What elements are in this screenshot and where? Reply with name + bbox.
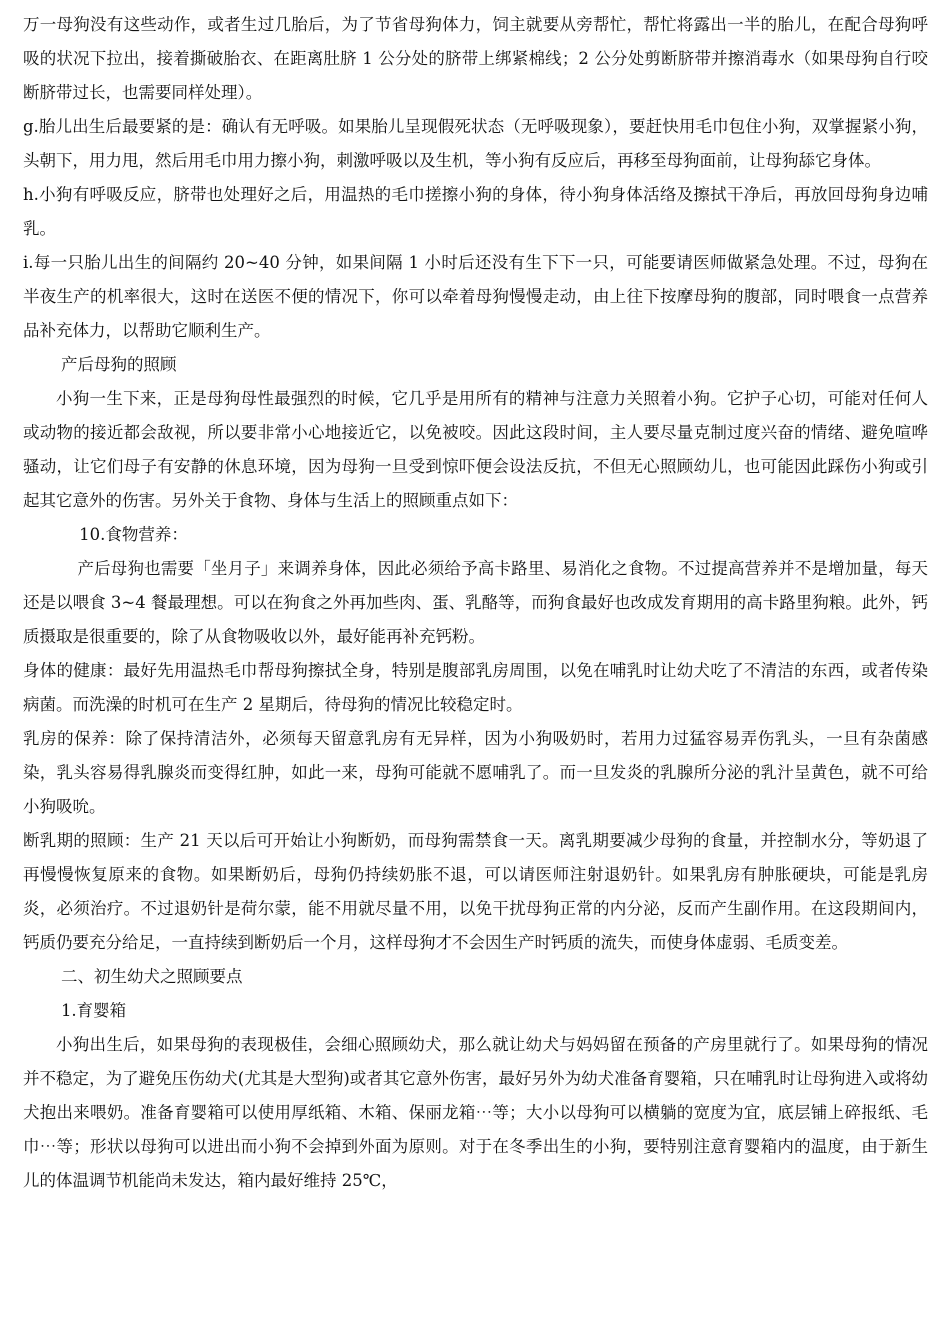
paragraph-nursery-box: 小狗出生后，如果母狗的表现极佳，会细心照顾幼犬，那么就让幼犬与妈妈留在预备的产房里就行了。如果母狗的情况并不稳定，为了避免压伤幼犬(尤其是大型狗)或者其它意外伤害，最好另外为幼犬准备育婴箱，只在哺乳时让母狗进入或将幼犬抱出来喂奶。准备育婴箱可以使用厚纸箱、木箱、保丽龙箱⋯等；大小以母狗可以横躺的宽度为宜，底层铺上碎报纸、毛巾⋯等；形状以母狗可以进出而小狗不会掉到外面为原则。对于在冬季出生的小狗，要特别注意育婴箱内的温度，由于新生儿的体温调节机能尚未发达，箱内最好维持 25℃， <box>23 1035 928 1190</box>
paragraph-nutrition: 产后母狗也需要「坐月子」来调养身体，因此必须给予高卡路里、易消化之食物。不过提高营养并不是增加量，每天还是以喂食 3~4 餐最理想。可以在狗食之外再加些肉、蛋、乳酪等，而狗食最好也改成发育期用的高卡路里狗粮。此外，钙质摄取是很重要的，除了从食物吸收以外，最好能再补充钙粉。 <box>23 559 928 646</box>
paragraph-postpartum-intro: 小狗一生下来，正是母狗母性最强烈的时候，它几乎是用所有的精神与注意力关照着小狗。它护子心切，可能对任何人或动物的接近都会敌视，所以要非常小心地接近它，以免被咬。因此这段时间，主人要尽量克制过度兴奋的情绪、避免喧哗骚动，让它们母子有安静的休息环境，因为母狗一旦受到惊吓便会设法反抗，不但无心照顾幼儿，也可能因此踩伤小狗或引起其它意外的伤害。另外关于食物、身体与生活上的照顾重点如下： <box>23 389 928 510</box>
section-heading-newborn-care: 二、初生幼犬之照顾要点 <box>60 967 243 986</box>
paragraph-step-g: g.胎儿出生后最要紧的是：确认有无呼吸。如果胎儿呈现假死状态（无呼吸现象），要赶快用毛巾包住小狗，双掌握紧小狗，头朝下，用力甩，然后用毛巾用力擦小狗，刺激呼吸以及生机，等小狗有反应后，再移至母狗面前，让母狗舔它身体。 <box>23 117 928 170</box>
section-heading-postpartum: 产后母狗的照顾 <box>60 355 177 374</box>
paragraph-breast-care: 乳房的保养：除了保持清洁外，必须每天留意乳房有无异样，因为小狗吸奶时，若用力过猛容易弄伤乳头，一旦有杂菌感染，乳头容易得乳腺炎而变得红肿，如此一来，母狗可能就不愿哺乳了。而一旦发炎的乳腺所分泌的乳汁呈黄色，就不可给小狗吸吮。 <box>23 729 928 816</box>
subheading-nursery-box: 1.育婴箱 <box>60 1001 127 1020</box>
paragraph-assist-delivery: 万一母狗没有这些动作，或者生过几胎后，为了节省母狗体力，饲主就要从旁帮忙，帮忙将露出一半的胎儿，在配合母狗呼吸的状况下拉出，接着撕破胎衣、在距离肚脐 1 公分处的脐带上绑紧棉线；2 公分处剪断脐带并擦消毒水（如果母狗自行咬断脐带过长，也需要同样处理）。 <box>23 15 928 102</box>
paragraph-step-i: i.每一只胎儿出生的间隔约 20~40 分钟，如果间隔 1 小时后还没有生下下一只，可能要请医师做紧急处理。不过，母狗在半夜生产的机率很大，这时在送医不便的情况下，你可以牵着母狗慢慢走动，由上往下按摩母狗的腹部，同时喂食一点营养品补充体力，以帮助它顺利生产。 <box>23 253 928 340</box>
document-page <box>23 8 928 1198</box>
subheading-nutrition: 10.食物营养： <box>79 525 188 544</box>
paragraph-step-h: h.小狗有呼吸反应，脐带也处理好之后，用温热的毛巾搓擦小狗的身体，待小狗身体活络及擦拭干净后，再放回母狗身边哺乳。 <box>23 185 928 238</box>
paragraph-weaning: 断乳期的照顾：生产 21 天以后可开始让小狗断奶，而母狗需禁食一天。离乳期要减少母狗的食量，并控制水分，等奶退了再慢慢恢复原来的食物。如果断奶后，母狗仍持续奶胀不退，可以请医师注射退奶针。如果乳房有肿胀硬块，可能是乳房炎，必须治疗。不过退奶针是荷尔蒙，能不用就尽量不用，以免干扰母狗正常的内分泌，反而产生副作用。在这段期间内，钙质仍要充分给足，一直持续到断奶后一个月，这样母狗才不会因生产时钙质的流失，而使身体虚弱、毛质变差。 <box>23 831 928 952</box>
paragraph-body-health: 身体的健康：最好先用温热毛巾帮母狗擦拭全身，特别是腹部乳房周围，以免在哺乳时让幼犬吃了不清洁的东西，或者传染病菌。而洗澡的时机可在生产 2 星期后，待母狗的情况比较稳定时。 <box>23 661 928 714</box>
